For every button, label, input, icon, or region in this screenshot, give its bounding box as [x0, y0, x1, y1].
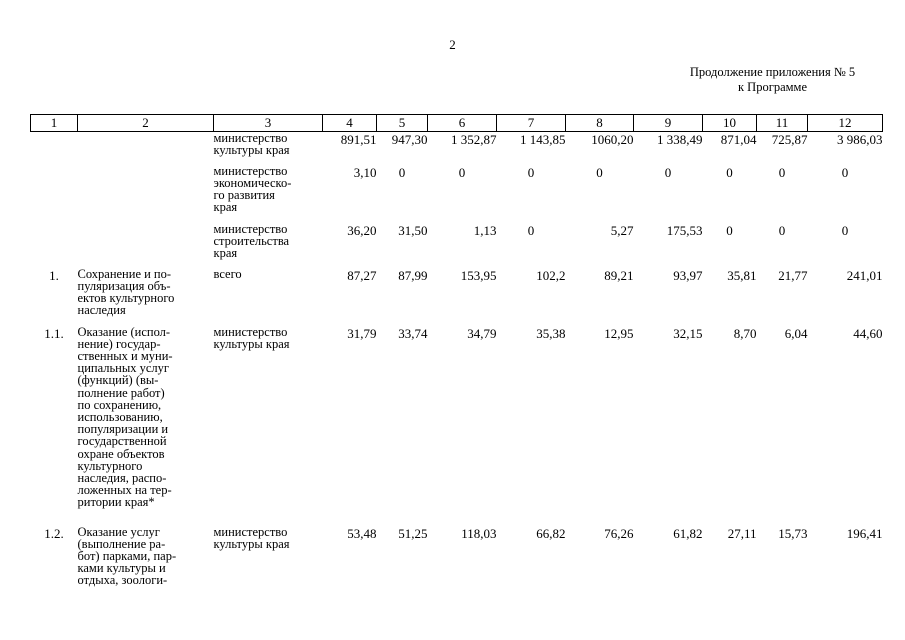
cell-value: 93,97	[673, 267, 703, 283]
cell-value: 87,99	[398, 267, 428, 283]
row-executor: министерство культуры края	[213, 524, 290, 551]
row-name	[78, 223, 214, 268]
column-header: 4	[323, 115, 377, 132]
cell-value: 51,25	[398, 525, 428, 541]
table-row	[31, 326, 883, 526]
cell-value: 5,27	[610, 222, 634, 238]
cell-value: 102,2	[536, 267, 566, 283]
column-header: 2	[78, 115, 214, 132]
row-number: 1.	[49, 267, 59, 283]
page-number: 2	[449, 37, 456, 52]
cell-value: 0	[458, 164, 466, 180]
table-row	[31, 223, 883, 268]
cell-value: 3 986,03	[837, 132, 883, 147]
row-number: 1.1.	[44, 325, 64, 341]
column-header: 11	[757, 115, 808, 132]
cell-value: 33,74	[398, 325, 428, 341]
appendix-caption	[640, 65, 905, 95]
cell-value: 8,70	[733, 325, 757, 341]
cell-value: 891,51	[340, 132, 377, 147]
cell-value: 27,11	[727, 525, 757, 541]
cell-value: 44,60	[853, 325, 883, 341]
cell-value: 871,04	[720, 132, 757, 147]
row-executor: министерство экономическо- го развития края	[213, 163, 292, 215]
column-header: 10	[703, 115, 757, 132]
column-number-row	[31, 115, 883, 132]
cell-value: 0	[527, 164, 535, 180]
cell-value: 34,79	[467, 325, 497, 341]
row-executor: министерство культуры края	[213, 131, 290, 158]
cell-value: 15,73	[778, 525, 808, 541]
cell-value: 196,41	[846, 525, 883, 541]
cell-value: 0	[398, 164, 406, 180]
cell-value: 12,95	[604, 325, 634, 341]
cell-value: 6,04	[784, 325, 808, 341]
column-header: 7	[497, 115, 566, 132]
row-name	[78, 132, 214, 165]
cell-value: 87,27	[347, 267, 377, 283]
cell-value: 1 352,87	[451, 132, 497, 147]
cell-value: 1 143,85	[520, 132, 566, 147]
caption-line-2: к Программе	[737, 80, 808, 94]
row-number	[31, 165, 78, 223]
program-table	[30, 114, 883, 596]
column-header: 6	[428, 115, 497, 132]
cell-value: 31,50	[398, 222, 428, 238]
table-row	[31, 268, 883, 326]
cell-value: 76,26	[604, 525, 634, 541]
column-header: 12	[808, 115, 883, 132]
table-row	[31, 526, 883, 596]
cell-value: 0	[596, 164, 603, 180]
row-name: Оказание услуг (выполнение ра- бот) парками, пар- ками культуры и отдыха, зоологи-	[77, 524, 177, 588]
cell-value: 3,10	[353, 164, 377, 180]
row-name: Оказание (испол- нение) государ- ственных и муни- ципальных услуг (функций) (вы- полнение работ) по сохранению, использованию, популяризации и государственной охране объектов культурного наследия, распо- ложенных на тер- ритории края*	[77, 324, 173, 510]
row-name: Сохранение и по- пуляризация объ- ектов культурного наследия	[77, 266, 175, 318]
cell-value: 175,53	[666, 222, 703, 238]
row-number	[31, 223, 78, 268]
cell-value: 0	[664, 164, 672, 180]
row-name	[78, 165, 214, 223]
cell-value: 0	[726, 164, 733, 180]
cell-value: 0	[778, 164, 786, 180]
cell-value: 0	[841, 164, 849, 180]
cell-value: 32,15	[673, 325, 703, 341]
column-header: 9	[634, 115, 703, 132]
cell-value: 66,82	[536, 525, 566, 541]
row-executor: всего	[213, 266, 242, 281]
cell-value: 118,03	[461, 525, 497, 541]
cell-value: 89,21	[604, 267, 634, 283]
cell-value: 725,87	[771, 132, 808, 147]
cell-value: 1060,20	[591, 132, 634, 147]
table-row	[31, 132, 883, 165]
row-number: 1.2.	[44, 525, 64, 541]
cell-value: 31,79	[347, 325, 377, 341]
cell-value: 35,38	[536, 325, 566, 341]
caption-line-1: Продолжение приложения № 5	[689, 65, 856, 79]
cell-value: 241,01	[846, 267, 883, 283]
cell-value: 0	[527, 222, 535, 238]
table-row	[31, 165, 883, 223]
cell-value: 0	[841, 222, 849, 238]
column-header: 8	[566, 115, 634, 132]
cell-value: 153,95	[460, 267, 497, 283]
cell-value: 35,81	[727, 267, 757, 283]
cell-value: 1 338,49	[657, 132, 703, 147]
column-header: 1	[31, 115, 78, 132]
row-executor: министерство культуры края	[213, 324, 290, 351]
cell-value: 53,48	[347, 525, 377, 541]
cell-value: 61,82	[673, 525, 703, 541]
cell-value: 1,13	[473, 222, 497, 238]
column-header: 5	[377, 115, 428, 132]
row-number	[31, 132, 78, 165]
cell-value: 36,20	[347, 222, 377, 238]
cell-value: 0	[726, 222, 733, 238]
cell-value: 947,30	[391, 132, 428, 147]
row-executor: министерство строительства края	[213, 221, 290, 260]
cell-value: 0	[778, 222, 786, 238]
cell-value: 21,77	[778, 267, 808, 283]
column-header: 3	[214, 115, 323, 132]
